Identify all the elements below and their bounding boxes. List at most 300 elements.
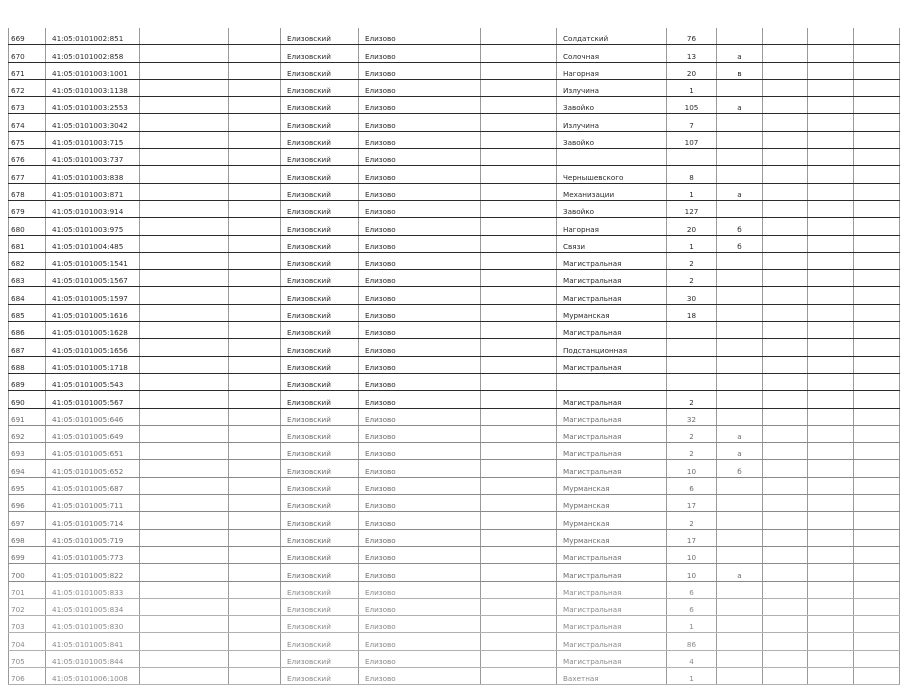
empty-cell xyxy=(229,218,281,235)
empty-cell xyxy=(481,339,557,356)
table-row xyxy=(9,495,900,512)
row-number: 672 xyxy=(9,79,46,96)
street-cell: Мурманская xyxy=(557,512,667,529)
city-cell: Елизово xyxy=(359,304,481,321)
row-number: 692 xyxy=(9,425,46,442)
empty-cell xyxy=(140,650,229,667)
empty-cell xyxy=(481,166,557,183)
empty-cell xyxy=(808,252,854,269)
empty-cell xyxy=(854,79,900,96)
house-number-cell: 86 xyxy=(667,633,717,650)
city-cell: Елизово xyxy=(359,373,481,390)
empty-cell xyxy=(229,200,281,217)
cadastral-number: 41:05:0101003:871 xyxy=(46,183,140,200)
city-cell: Елизово xyxy=(359,62,481,79)
district-cell: Елизовский xyxy=(281,667,359,684)
row-number: 685 xyxy=(9,304,46,321)
empty-cell xyxy=(763,28,808,45)
empty-cell xyxy=(854,62,900,79)
district-cell: Елизовский xyxy=(281,460,359,477)
district-cell: Елизовский xyxy=(281,97,359,114)
empty-cell xyxy=(229,149,281,166)
district-cell: Елизовский xyxy=(281,62,359,79)
city-cell: Елизово xyxy=(359,339,481,356)
empty-cell xyxy=(854,114,900,131)
house-letter-cell: б xyxy=(717,235,763,252)
empty-cell xyxy=(229,114,281,131)
city-cell: Елизово xyxy=(359,235,481,252)
empty-cell xyxy=(854,287,900,304)
row-number: 696 xyxy=(9,495,46,512)
empty-cell xyxy=(854,218,900,235)
house-number-cell: 1 xyxy=(667,667,717,684)
empty-cell xyxy=(481,650,557,667)
empty-cell xyxy=(140,45,229,62)
empty-cell xyxy=(808,460,854,477)
street-cell: Связи xyxy=(557,235,667,252)
house-letter-cell xyxy=(717,200,763,217)
city-cell: Елизово xyxy=(359,408,481,425)
house-letter-cell xyxy=(717,322,763,339)
row-number: 689 xyxy=(9,373,46,390)
cadastral-number: 41:05:0101005:841 xyxy=(46,633,140,650)
street-cell: Магистральная xyxy=(557,546,667,563)
cadastral-number: 41:05:0101005:651 xyxy=(46,443,140,460)
cadastral-number: 41:05:0101004:485 xyxy=(46,235,140,252)
street-cell: Солдатский xyxy=(557,28,667,45)
district-cell: Елизовский xyxy=(281,477,359,494)
district-cell: Елизовский xyxy=(281,79,359,96)
cadastral-number: 41:05:0101005:1656 xyxy=(46,339,140,356)
cadastral-number: 41:05:0101005:830 xyxy=(46,616,140,633)
empty-cell xyxy=(140,287,229,304)
empty-cell xyxy=(808,287,854,304)
empty-cell xyxy=(481,598,557,615)
district-cell: Елизовский xyxy=(281,28,359,45)
row-number: 671 xyxy=(9,62,46,79)
table-row xyxy=(9,45,900,62)
empty-cell xyxy=(229,322,281,339)
empty-cell xyxy=(763,252,808,269)
empty-cell xyxy=(140,200,229,217)
house-letter-cell xyxy=(717,252,763,269)
empty-cell xyxy=(854,598,900,615)
house-number-cell: 7 xyxy=(667,114,717,131)
city-cell: Елизово xyxy=(359,356,481,373)
cadastral-number: 41:05:0101005:834 xyxy=(46,598,140,615)
empty-cell xyxy=(854,391,900,408)
row-number: 700 xyxy=(9,564,46,581)
table-row xyxy=(9,408,900,425)
empty-cell xyxy=(808,183,854,200)
empty-cell xyxy=(808,114,854,131)
empty-cell xyxy=(854,650,900,667)
empty-cell xyxy=(229,339,281,356)
empty-cell xyxy=(140,408,229,425)
empty-cell xyxy=(481,425,557,442)
empty-cell xyxy=(140,633,229,650)
empty-cell xyxy=(808,373,854,390)
table-row xyxy=(9,79,900,96)
table-row xyxy=(9,425,900,442)
house-number-cell: 6 xyxy=(667,477,717,494)
row-number: 703 xyxy=(9,616,46,633)
cadastral-number: 41:05:0101005:773 xyxy=(46,546,140,563)
row-number: 677 xyxy=(9,166,46,183)
house-number-cell: 2 xyxy=(667,270,717,287)
house-number-cell: 13 xyxy=(667,45,717,62)
house-number-cell: 2 xyxy=(667,443,717,460)
city-cell: Елизово xyxy=(359,183,481,200)
house-letter-cell xyxy=(717,616,763,633)
empty-cell xyxy=(229,564,281,581)
empty-cell xyxy=(140,339,229,356)
house-letter-cell xyxy=(717,581,763,598)
table-row xyxy=(9,131,900,148)
empty-cell xyxy=(140,564,229,581)
empty-cell xyxy=(763,633,808,650)
empty-cell xyxy=(763,495,808,512)
empty-cell xyxy=(140,477,229,494)
district-cell: Елизовский xyxy=(281,598,359,615)
empty-cell xyxy=(481,97,557,114)
row-number: 680 xyxy=(9,218,46,235)
empty-cell xyxy=(808,564,854,581)
street-cell: Магистральная xyxy=(557,425,667,442)
cadastral-number: 41:05:0101003:914 xyxy=(46,200,140,217)
house-letter-cell: а xyxy=(717,183,763,200)
empty-cell xyxy=(808,391,854,408)
cadastral-number: 41:05:0101005:719 xyxy=(46,529,140,546)
street-cell: Излучина xyxy=(557,79,667,96)
house-number-cell: 30 xyxy=(667,287,717,304)
table-row xyxy=(9,252,900,269)
table-row xyxy=(9,304,900,321)
row-number: 673 xyxy=(9,97,46,114)
empty-cell xyxy=(808,477,854,494)
cadastral-number: 41:05:0101005:1541 xyxy=(46,252,140,269)
empty-cell xyxy=(854,339,900,356)
cadastral-number: 41:05:0101005:833 xyxy=(46,581,140,598)
empty-cell xyxy=(229,45,281,62)
empty-cell xyxy=(808,218,854,235)
empty-cell xyxy=(808,356,854,373)
cadastral-number: 41:05:0101003:2553 xyxy=(46,97,140,114)
table-row xyxy=(9,149,900,166)
empty-cell xyxy=(140,322,229,339)
empty-cell xyxy=(808,495,854,512)
empty-cell xyxy=(854,131,900,148)
empty-cell xyxy=(481,235,557,252)
district-cell: Елизовский xyxy=(281,581,359,598)
street-cell: Мурманская xyxy=(557,477,667,494)
empty-cell xyxy=(808,28,854,45)
cadastral-number: 41:05:0101003:975 xyxy=(46,218,140,235)
empty-cell xyxy=(808,79,854,96)
empty-cell xyxy=(140,581,229,598)
table-row xyxy=(9,356,900,373)
city-cell: Елизово xyxy=(359,581,481,598)
empty-cell xyxy=(808,633,854,650)
city-cell: Елизово xyxy=(359,114,481,131)
street-cell: Магистральная xyxy=(557,356,667,373)
empty-cell xyxy=(229,235,281,252)
empty-cell xyxy=(140,252,229,269)
empty-cell xyxy=(140,79,229,96)
empty-cell xyxy=(140,62,229,79)
empty-cell xyxy=(481,460,557,477)
street-cell: Нагорная xyxy=(557,62,667,79)
empty-cell xyxy=(481,114,557,131)
empty-cell xyxy=(854,235,900,252)
house-letter-cell: а xyxy=(717,97,763,114)
empty-cell xyxy=(481,373,557,390)
empty-cell xyxy=(854,616,900,633)
city-cell: Елизово xyxy=(359,425,481,442)
house-letter-cell: б xyxy=(717,218,763,235)
empty-cell xyxy=(229,28,281,45)
house-number-cell: 17 xyxy=(667,529,717,546)
row-number: 681 xyxy=(9,235,46,252)
cadastral-number: 41:05:0101005:649 xyxy=(46,425,140,442)
empty-cell xyxy=(481,183,557,200)
house-number-cell: 2 xyxy=(667,252,717,269)
house-letter-cell xyxy=(717,166,763,183)
empty-cell xyxy=(140,304,229,321)
empty-cell xyxy=(854,304,900,321)
empty-cell xyxy=(763,45,808,62)
house-number-cell: 6 xyxy=(667,581,717,598)
empty-cell xyxy=(808,425,854,442)
street-cell: Мурманская xyxy=(557,304,667,321)
house-letter-cell xyxy=(717,529,763,546)
city-cell: Елизово xyxy=(359,477,481,494)
row-number: 702 xyxy=(9,598,46,615)
empty-cell xyxy=(854,270,900,287)
house-letter-cell xyxy=(717,304,763,321)
empty-cell xyxy=(140,667,229,684)
city-cell: Елизово xyxy=(359,512,481,529)
house-letter-cell: в xyxy=(717,62,763,79)
house-letter-cell xyxy=(717,667,763,684)
city-cell: Елизово xyxy=(359,200,481,217)
empty-cell xyxy=(808,408,854,425)
empty-cell xyxy=(481,200,557,217)
empty-cell xyxy=(481,322,557,339)
row-number: 679 xyxy=(9,200,46,217)
empty-cell xyxy=(229,581,281,598)
empty-cell xyxy=(481,62,557,79)
house-number-cell xyxy=(667,356,717,373)
empty-cell xyxy=(229,408,281,425)
district-cell: Елизовский xyxy=(281,373,359,390)
empty-cell xyxy=(229,477,281,494)
empty-cell xyxy=(808,581,854,598)
city-cell: Елизово xyxy=(359,322,481,339)
house-number-cell: 17 xyxy=(667,495,717,512)
table-row xyxy=(9,373,900,390)
empty-cell xyxy=(763,79,808,96)
house-number-cell xyxy=(667,373,717,390)
street-cell: Магистральная xyxy=(557,650,667,667)
table-row xyxy=(9,235,900,252)
empty-cell xyxy=(140,183,229,200)
empty-cell xyxy=(808,131,854,148)
empty-cell xyxy=(140,270,229,287)
empty-cell xyxy=(481,512,557,529)
empty-cell xyxy=(140,460,229,477)
empty-cell xyxy=(229,373,281,390)
empty-cell xyxy=(140,28,229,45)
table-row xyxy=(9,581,900,598)
cadastral-number: 41:05:0101005:822 xyxy=(46,564,140,581)
empty-cell xyxy=(229,287,281,304)
empty-cell xyxy=(763,512,808,529)
house-letter-cell xyxy=(717,131,763,148)
house-number-cell: 32 xyxy=(667,408,717,425)
cadastral-number: 41:05:0101005:1718 xyxy=(46,356,140,373)
empty-cell xyxy=(808,304,854,321)
house-number-cell: 107 xyxy=(667,131,717,148)
district-cell: Елизовский xyxy=(281,149,359,166)
row-number: 705 xyxy=(9,650,46,667)
table-row xyxy=(9,322,900,339)
district-cell: Елизовский xyxy=(281,425,359,442)
city-cell: Елизово xyxy=(359,45,481,62)
empty-cell xyxy=(763,356,808,373)
city-cell: Елизово xyxy=(359,529,481,546)
table-row xyxy=(9,200,900,217)
row-number: 694 xyxy=(9,460,46,477)
house-letter-cell xyxy=(717,79,763,96)
table-row xyxy=(9,218,900,235)
house-letter-cell xyxy=(717,650,763,667)
street-cell: Магистральная xyxy=(557,391,667,408)
empty-cell xyxy=(229,425,281,442)
empty-cell xyxy=(229,512,281,529)
empty-cell xyxy=(763,270,808,287)
row-number: 684 xyxy=(9,287,46,304)
empty-cell xyxy=(808,667,854,684)
empty-cell xyxy=(763,62,808,79)
city-cell: Елизово xyxy=(359,28,481,45)
table-row xyxy=(9,512,900,529)
empty-cell xyxy=(229,131,281,148)
empty-cell xyxy=(808,45,854,62)
house-number-cell: 1 xyxy=(667,79,717,96)
district-cell: Елизовский xyxy=(281,114,359,131)
empty-cell xyxy=(140,495,229,512)
empty-cell xyxy=(763,616,808,633)
empty-cell xyxy=(229,183,281,200)
empty-cell xyxy=(854,28,900,45)
empty-cell xyxy=(854,200,900,217)
empty-cell xyxy=(808,166,854,183)
empty-cell xyxy=(229,166,281,183)
empty-cell xyxy=(481,79,557,96)
empty-cell xyxy=(140,235,229,252)
empty-cell xyxy=(481,28,557,45)
table-row xyxy=(9,28,900,45)
empty-cell xyxy=(229,633,281,650)
city-cell: Елизово xyxy=(359,667,481,684)
house-letter-cell xyxy=(717,408,763,425)
table-row xyxy=(9,650,900,667)
house-letter-cell xyxy=(717,356,763,373)
empty-cell xyxy=(763,460,808,477)
empty-cell xyxy=(808,322,854,339)
street-cell: Магистральная xyxy=(557,633,667,650)
house-letter-cell xyxy=(717,633,763,650)
city-cell: Елизово xyxy=(359,149,481,166)
row-number: 704 xyxy=(9,633,46,650)
street-cell: Магистральная xyxy=(557,270,667,287)
table-row xyxy=(9,564,900,581)
district-cell: Елизовский xyxy=(281,235,359,252)
empty-cell xyxy=(229,460,281,477)
empty-cell xyxy=(763,598,808,615)
city-cell: Елизово xyxy=(359,443,481,460)
empty-cell xyxy=(763,339,808,356)
empty-cell xyxy=(808,529,854,546)
house-letter-cell xyxy=(717,495,763,512)
empty-cell xyxy=(481,529,557,546)
street-cell: Нагорная xyxy=(557,218,667,235)
city-cell: Елизово xyxy=(359,252,481,269)
house-number-cell xyxy=(667,339,717,356)
empty-cell xyxy=(763,443,808,460)
street-cell: Магистральная xyxy=(557,443,667,460)
row-number: 675 xyxy=(9,131,46,148)
table-row xyxy=(9,546,900,563)
empty-cell xyxy=(763,581,808,598)
district-cell: Елизовский xyxy=(281,322,359,339)
empty-cell xyxy=(854,183,900,200)
row-number: 678 xyxy=(9,183,46,200)
house-letter-cell xyxy=(717,477,763,494)
row-number: 682 xyxy=(9,252,46,269)
cadastral-number: 41:05:0101002:851 xyxy=(46,28,140,45)
city-cell: Елизово xyxy=(359,564,481,581)
district-cell: Елизовский xyxy=(281,287,359,304)
empty-cell xyxy=(763,322,808,339)
empty-cell xyxy=(481,356,557,373)
table-row xyxy=(9,477,900,494)
table-row xyxy=(9,62,900,79)
district-cell: Елизовский xyxy=(281,495,359,512)
empty-cell xyxy=(481,633,557,650)
empty-cell xyxy=(229,79,281,96)
district-cell: Елизовский xyxy=(281,183,359,200)
empty-cell xyxy=(763,218,808,235)
cadastral-number: 41:05:0101003:737 xyxy=(46,149,140,166)
table-row xyxy=(9,287,900,304)
empty-cell xyxy=(229,270,281,287)
empty-cell xyxy=(763,408,808,425)
empty-cell xyxy=(229,252,281,269)
empty-cell xyxy=(140,425,229,442)
empty-cell xyxy=(140,131,229,148)
house-letter-cell: а xyxy=(717,564,763,581)
house-letter-cell xyxy=(717,28,763,45)
row-number: 690 xyxy=(9,391,46,408)
empty-cell xyxy=(854,149,900,166)
house-number-cell: 18 xyxy=(667,304,717,321)
empty-cell xyxy=(763,650,808,667)
district-cell: Елизовский xyxy=(281,270,359,287)
house-number-cell: 2 xyxy=(667,425,717,442)
table-row xyxy=(9,339,900,356)
